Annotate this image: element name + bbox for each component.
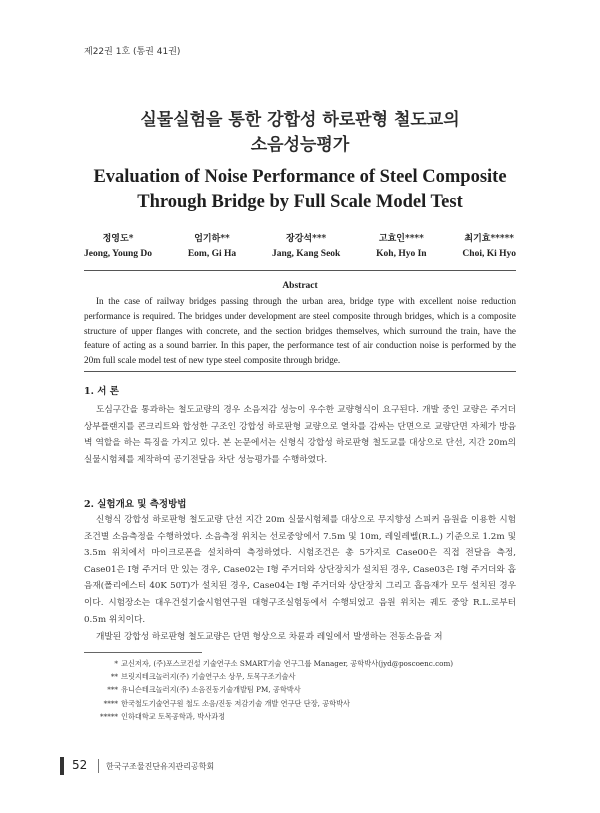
korean-title-line-2: 소음성능평가	[250, 135, 350, 155]
author-english-name: Jang, Kang Seok	[271, 249, 341, 259]
author-korean-name: 장강석***	[286, 234, 327, 244]
society-name: 한국구조물진단유지관리공학회	[106, 762, 215, 771]
footnote-text: 한국철도기술연구원 철도 소음/진동 저감기술 개발 연구단 단장, 공학박사	[121, 698, 350, 708]
footnote-text: 인하대학교 토목공학과, 박사과정	[121, 711, 226, 721]
section-heading-method: 2. 실험개요 및 측정방법	[84, 499, 187, 510]
author-english-name: Koh, Hyo In	[376, 249, 427, 259]
author-list	[84, 232, 516, 263]
footnote-rule	[84, 652, 202, 653]
section-heading-introduction: 1. 서 론	[84, 386, 119, 397]
page-number: 52	[72, 758, 88, 772]
author-korean-name: 엄기하**	[194, 234, 230, 244]
footnote	[84, 683, 516, 696]
english-title-line-1: Evaluation of Noise Performance of Steel Composite	[93, 167, 507, 187]
method-paragraph: 신형식 강합성 하로판형 철도교량 단선 지간 20m 실물시험체를 대상으로 무지향성 스피커 음원을 이용한 시험 조건별 소음측정을 수행하였다. 소음측정 위치는 선로중앙에서 7.5m 및 10m, 레일레벨(R.L.) 기준으로 1.2m 및 3.5m 위치에서 마이크로폰을 설치하여 측정하였다. 시험조건은 총 5가지로 Case00은 직접 전달음 측정, Case01은 I형 주거더 만 있는 경우, Case02는 I형 주거더와 상단장치가 설치된 경우, Case03은 I형 주거더와 흡음재(폴리에스터 40K 50T)가 설치된 경우, Case04는 I형 주거더와 상단장치 그리고 흡음재가 모두 설치된 경우이다. 시험장소는 대우건설기술시험연구원 대형구조실험동에서 수행되었고 음원 위치는 궤도 중앙 R.L.로부터 0.5m 위치이다.	[84, 515, 516, 625]
author-korean-name: 최기효*****	[464, 234, 515, 244]
page-footer	[60, 757, 530, 775]
author-korean-name: 고효인****	[378, 234, 424, 244]
author	[462, 232, 516, 263]
footnote	[84, 710, 516, 723]
introduction-paragraph: 도심구간을 통과하는 철도교량의 경우 소음저감 성능이 우수한 교량형식이 요구된다. 개발 중인 교량은 주거더 상부플랜지를 콘크리트와 합성한 구조인 강합성 하로판형 교량으로 열차를 감싸는 단면으로 교량단면 자체가 방음벽 역할을 하는 특징을 가지고 있다. 본 논문에서는 신형식 강합성 하로판형 철도교를 대상으로 단선, 지간 20m의 실물시험체를 제작하여 공기전달음 차단 성능평가를 수행하였다.	[84, 405, 516, 465]
footnote-mark: *****	[100, 711, 118, 721]
method-paragraph-continued: 개발된 강합성 하로판형 철도교량은 단면 형상으로 차륜과 레일에서 발생하는 전동소음을 저	[96, 632, 443, 642]
footer-divider	[98, 759, 99, 773]
english-title	[0, 165, 600, 215]
korean-title	[0, 108, 600, 158]
author-korean-name: 정영도*	[102, 234, 134, 244]
footnotes	[84, 657, 516, 723]
author-english-name: Jeong, Young Do	[84, 249, 153, 259]
footnote-mark: ****	[103, 698, 118, 708]
abstract-text: In the case of railway bridges passing through the urban area, bridge type with excellent noise reduction performance is required. The bridges under development are steel composite through bridges, which is a composite structure of upper flanges with concrete, and the section bridges themselves, which surround the train, have the feature of acting as a sound barrier. In this paper, the performance test of air conduction noise is performed by the 20m full scale model test of new type steel composite through bridge.	[84, 296, 516, 366]
author-english-name: Choi, Ki Hyo	[462, 249, 516, 259]
footnote-text: 교신저자, (주)포스코건설 기술연구소 SMART기술 연구그룹 Manager, 공학박사(jyd@poscoenc.com)	[121, 659, 454, 668]
author	[272, 232, 340, 263]
footer-bar	[60, 757, 64, 775]
abstract-bottom-rule	[84, 371, 516, 372]
author-english-name: Eom, Gi Ha	[187, 249, 237, 259]
footnote-mark: *	[114, 659, 118, 668]
author	[188, 232, 236, 263]
author	[376, 232, 426, 263]
footnote	[84, 697, 516, 710]
journal-volume: 제22권 1호 (통권 41권)	[84, 47, 181, 57]
footnote-mark: ***	[107, 685, 118, 695]
english-title-line-2: Through Bridge by Full Scale Model Test	[137, 192, 463, 212]
footnote	[84, 657, 516, 670]
author	[84, 232, 152, 263]
footnote-text: 브릿지테크놀러지(주) 기술연구소 상무, 토목구조기술사	[121, 672, 296, 682]
korean-title-line-1: 실물실험을 통한 강합성 하로판형 철도교의	[140, 110, 460, 130]
abstract-heading: Abstract	[282, 281, 318, 291]
abstract-top-rule	[84, 270, 516, 271]
footnote-text: 유니슨테크놀러지(주) 소음진동기술개발팀 PM, 공학박사	[121, 685, 301, 695]
footnote-mark: **	[110, 672, 118, 682]
footnote	[84, 670, 516, 683]
